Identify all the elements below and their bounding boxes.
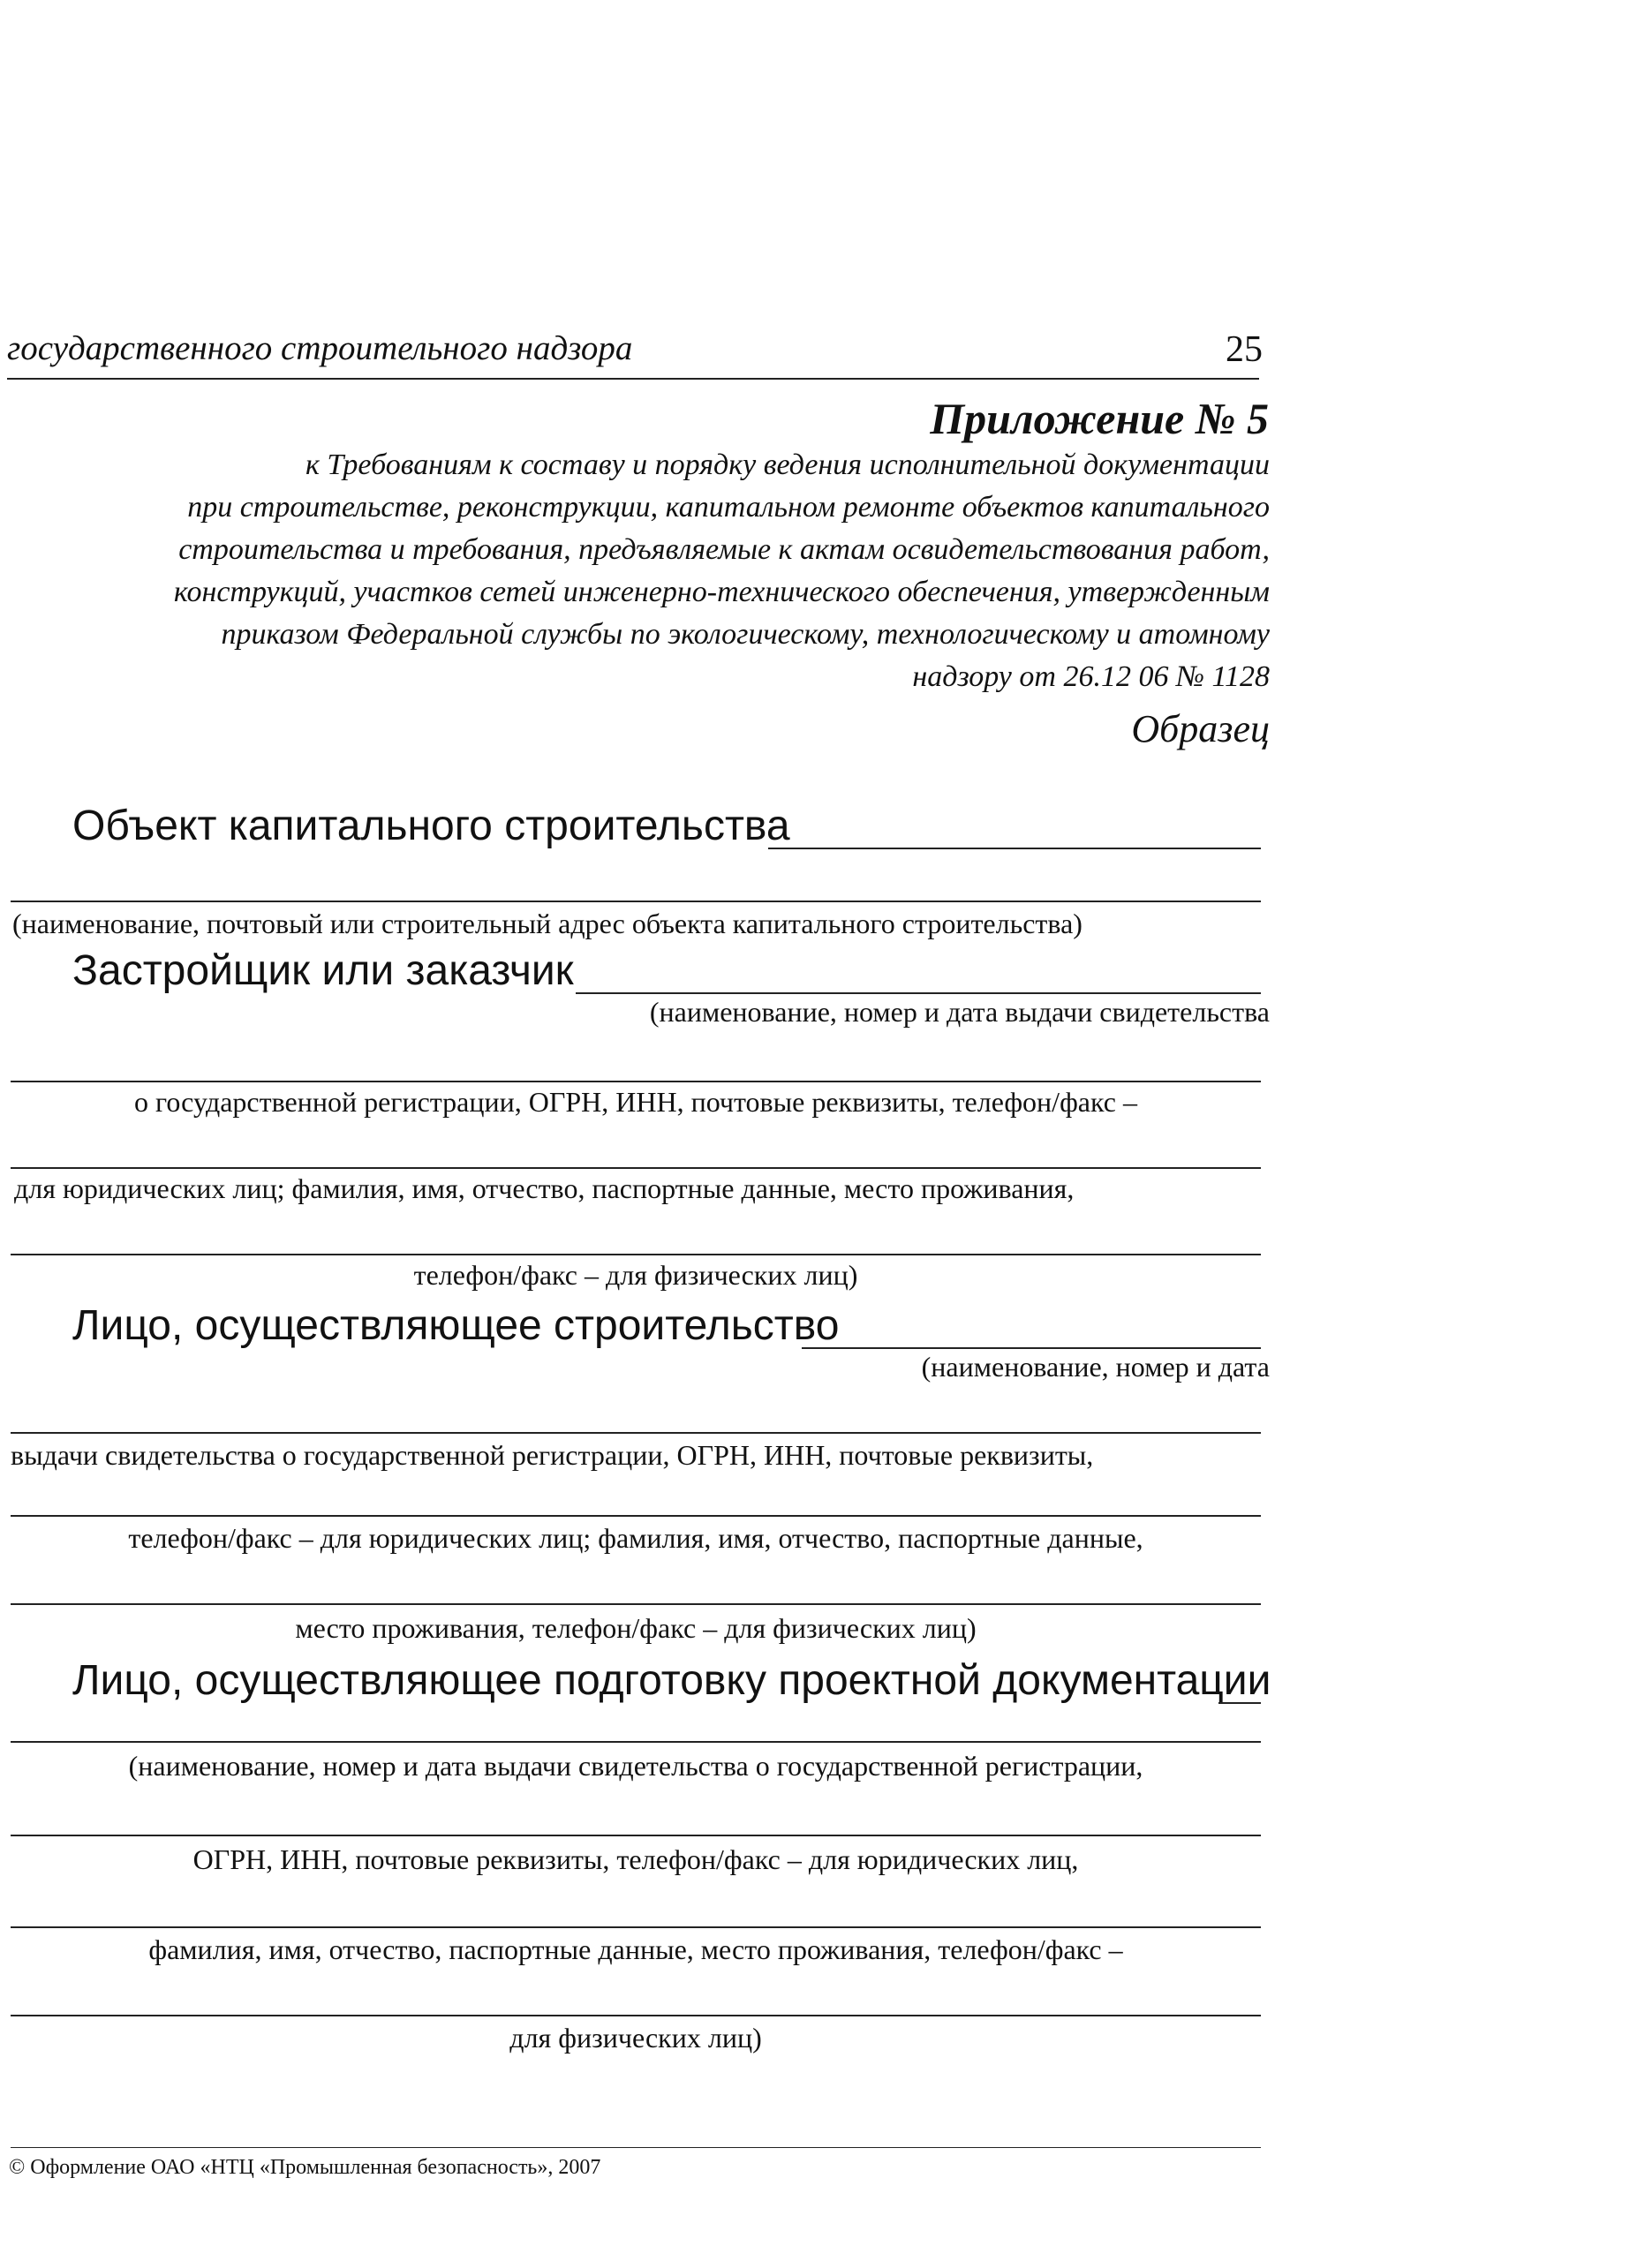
builder-line[interactable] bbox=[11, 1432, 1261, 1434]
builder-label: Лицо, осуществляющее строительство bbox=[72, 1302, 840, 1349]
designer-line[interactable] bbox=[11, 1741, 1261, 1743]
appendix-line: приказом Федеральной службы по экологическому, технологическому и атомному bbox=[221, 618, 1270, 651]
header-rule bbox=[7, 378, 1259, 380]
builder-line[interactable] bbox=[11, 1603, 1261, 1605]
developer-caption: о государственной регистрации, ОГРН, ИНН, почтовые реквизиты, телефон/факс – bbox=[134, 1086, 1137, 1118]
running-header-title: государственного строительного надзора bbox=[7, 329, 633, 367]
developer-fill-line[interactable] bbox=[576, 992, 1261, 994]
designer-label: Лицо, осуществляющее подготовку проектной документации bbox=[72, 1657, 1271, 1704]
object-label: Объект капитального строительства bbox=[72, 803, 790, 849]
sample-label: Образец bbox=[1131, 707, 1270, 750]
appendix-title: Приложение № 5 bbox=[930, 394, 1269, 443]
object-line[interactable] bbox=[11, 901, 1261, 902]
page-number: 25 bbox=[1226, 329, 1263, 370]
builder-caption: место проживания, телефон/факс – для физических лиц) bbox=[295, 1612, 977, 1644]
developer-caption: (наименование, номер и дата выдачи свидетельства bbox=[649, 996, 1270, 1028]
designer-caption: фамилия, имя, отчество, паспортные данные, место проживания, телефон/факс – bbox=[148, 1933, 1123, 1965]
appendix-line: к Требованиям к составу и порядку ведения исполнительной документации bbox=[305, 448, 1270, 481]
appendix-line: конструкций, участков сетей инженерно-технического обеспечения, утвержденным bbox=[173, 576, 1270, 608]
designer-caption: ОГРН, ИНН, почтовые реквизиты, телефон/факс – для юридических лиц, bbox=[192, 1843, 1079, 1875]
developer-caption: для юридических лиц; фамилия, имя, отчество, паспортные данные, место проживания, bbox=[14, 1172, 1075, 1204]
appendix-line: строительства и требования, предъявляемые к актам освидетельствования работ, bbox=[178, 533, 1270, 566]
footer-copyright: © Оформление ОАО «НТЦ «Промышленная безопасность», 2007 bbox=[9, 2156, 601, 2179]
developer-line[interactable] bbox=[11, 1254, 1261, 1255]
designer-fill-line[interactable] bbox=[1218, 1702, 1261, 1704]
developer-line[interactable] bbox=[11, 1167, 1261, 1169]
object-fill-line[interactable] bbox=[768, 848, 1261, 849]
builder-fill-line[interactable] bbox=[802, 1347, 1261, 1349]
builder-caption: (наименование, номер и дата bbox=[921, 1351, 1270, 1383]
footer-rule bbox=[11, 2147, 1261, 2148]
appendix-line: при строительстве, реконструкции, капитальном ремонте объектов капитального bbox=[187, 491, 1270, 524]
designer-caption: для физических лиц) bbox=[509, 2022, 762, 2054]
designer-line[interactable] bbox=[11, 1926, 1261, 1928]
appendix-line: надзору от 26.12 06 № 1128 bbox=[912, 660, 1270, 693]
object-caption: (наименование, почтовый или строительный адрес объекта капитального строительства) bbox=[12, 908, 1082, 939]
builder-caption: выдачи свидетельства о государственной регистрации, ОГРН, ИНН, почтовые реквизиты, bbox=[11, 1439, 1094, 1471]
developer-label: Застройщик или заказчик bbox=[72, 947, 574, 994]
developer-line[interactable] bbox=[11, 1081, 1261, 1082]
developer-caption: телефон/факс – для физических лиц) bbox=[413, 1259, 858, 1291]
designer-line[interactable] bbox=[11, 2015, 1261, 2016]
designer-line[interactable] bbox=[11, 1835, 1261, 1836]
builder-line[interactable] bbox=[11, 1515, 1261, 1517]
builder-caption: телефон/факс – для юридических лиц; фамилия, имя, отчество, паспортные данные, bbox=[128, 1522, 1143, 1554]
designer-caption: (наименование, номер и дата выдачи свидетельства о государственной регистрации, bbox=[128, 1750, 1143, 1782]
